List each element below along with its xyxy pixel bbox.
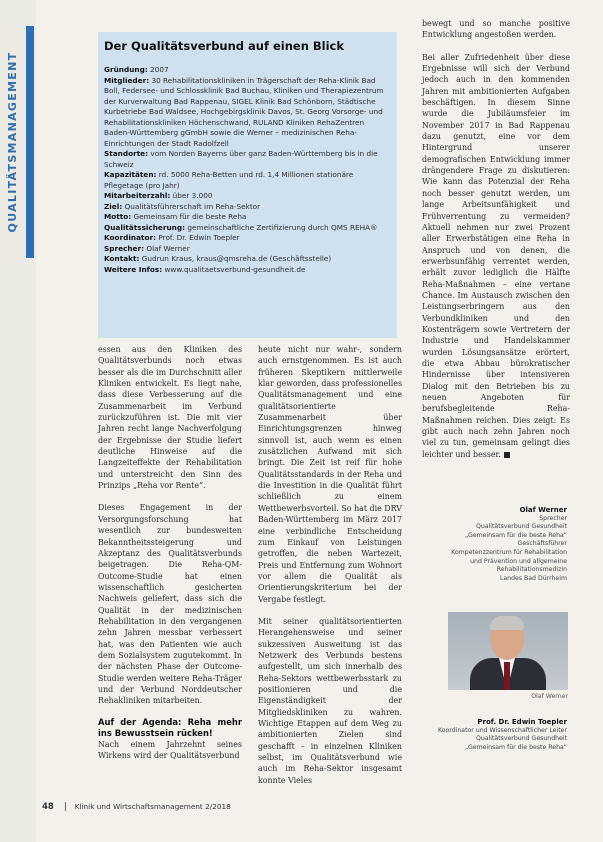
publication-title: Klinik und Wirtschaftsmanagement 2/2018	[74, 802, 231, 811]
info-box-label: Mitglieder:	[104, 75, 150, 85]
author-role: „Gemeinsam für die beste Reha“	[464, 531, 567, 539]
info-box-value: Gemeinsam für die beste Reha	[131, 212, 247, 221]
author-role: Landes Bad Dürrheim	[499, 574, 567, 582]
info-box-item	[104, 76, 392, 150]
info-box-label: Ziel:	[104, 201, 123, 211]
author-role: und Prävention und allgemeine	[470, 557, 567, 565]
info-box-value: Qualitätsführerschaft im Reha-Sektor	[122, 201, 261, 211]
author-box-werner	[417, 506, 567, 583]
info-box-value: 2007	[147, 65, 169, 74]
photo-hair	[490, 616, 524, 630]
paragraph-text: Bei aller Zufriedenheit über diese Ergebnisse will sich der Verbund jedoch auch in den kommenden Jahren mit ambitionierten Aufgaben beschäftigen. In diesem Sinne wurde die Jubiläumsfeier im November 2017 in Bad Rappenau dazu genutzt, eine vor dem Hintergrund unserer demografischen Entwicklung immer drängendere Frage zu diskutieren: Wie kann das Potenzial der Reha noch besser genutzt werden, um lange Arbeitsunfähigkeit und Frühverrentung zu vermeiden? Aktuell nehmen nur zwei Prozent aller Erwerbstätigen eine Reha in Anspruch und von denen, die erwerbsunfähig verrentet werden, erhält zuvor lediglich die Hälfte Reha-Maßnahmen – eine vertane Chance. Im Austausch zwischen den Leistungserbringern aus den Verbundkliniken und den Kostenträgern sowie Vertretern der Industrie und Handelskammer wurden Lösungsansätze erörtert, die etwa Abbau bürokratischer Hindernisse über intensiveren Dialog mit den Betrieben bis zu neuen Angeboten für berufsbegleitende Reha-Maßnahmen reichen. Dies zeigt: Es gibt auch nach zehn Jahren noch viel zu tun, gemeinsam gelingt dies leichter und besser.	[422, 52, 570, 459]
info-box-title: Der Qualitätsverbund auf einen Blick	[104, 39, 345, 53]
subheading: Auf der Agenda: Reha mehr ins Bewusstsein rücken!	[98, 716, 242, 738]
author-role: Geschäftsführer	[517, 540, 567, 548]
section-color-band	[26, 26, 34, 258]
column-middle	[258, 344, 402, 786]
info-box-value: gemeinschaftliche Zertifizierung durch QMS REHA®	[185, 222, 378, 232]
info-box-item	[104, 65, 392, 76]
info-box-label: Koordinator:	[104, 233, 157, 242]
author-role: Sprecher	[539, 514, 567, 522]
info-box-value: rd. 5000 Reha-Betten und rd. 1,4 Millionen stationäre Pflegetage (pro Jahr)	[104, 170, 354, 190]
info-box-label: Weitere Infos:	[104, 264, 163, 274]
paragraph: essen aus den Kliniken des Qualitätsverbunds noch etwas besser als die im Durchschnitt aller Kliniken entwickelt. Es liegt nahe, dass diese Verbesserung auf die Zusammenarbeit im Verbund zurückzuführen ist. Die mit vier Jahren recht lange Nachverfolgung der Ergebnisse der Studie liefert deutliche Hinweise auf die Langzeiteffekte der Rehabilitation und unterstreicht den Sinn des Prinzips „Reha vor Rente“.	[98, 345, 242, 491]
paragraph: Nach einem Jahrzehnt seines Wirkens wird der Qualitätsverbund	[98, 739, 242, 760]
section-label: QUALITÄTSMANAGEMENT	[6, 51, 19, 233]
footer-separator: |	[63, 802, 67, 812]
info-box-value: Gudrun Kraus, kraus@qmsreha.de (Geschäftsstelle)	[139, 254, 332, 263]
info-box-label: Motto:	[104, 212, 132, 221]
info-box-value: 30 Rehabilitationskliniken in Trägerschaft der Reha-Klinik Bad Boll, Federsee- und Schlossklinik Bad Buchau, Kliniken und Therapiezentrum der Kurverwaltung Bad Rappenau, SIGEL Klinik Bad Schönborn, Städtische Kurbetriebe Bad Waldsee, Hochgebirgsklinik Davos, St. Georg Vorsorge- und Rehabilitationskliniken Höchenschwand, RULAND Kliniken RehaZentren Baden-Württemberg gGmbH sowie die Werner – medizinischen Reha-Einrichtungen der Stadt Radolfzell	[104, 75, 384, 148]
info-box-value: vom Norden Bayerns über ganz Baden-Württemberg bis in die Schweiz	[104, 149, 378, 169]
column-left	[98, 344, 242, 761]
info-box-label: Standorte:	[104, 149, 149, 158]
info-box-label: Gründung:	[104, 65, 148, 74]
info-box-label: Kontakt:	[104, 254, 140, 263]
info-box-item	[104, 191, 392, 202]
author-role: Qualitätsverbund Gesundheit	[475, 523, 567, 531]
info-box-item	[104, 149, 392, 170]
column-right	[422, 18, 570, 460]
paragraph: heute nicht nur wahr-, sondern auch ernstgenommen. Es ist auch früheren Skeptikern mittlerweile klar geworden, dass professionelles Qualitätsmanagement und eine qualitätsorientierte Zusammenarbeit über Einrichtungsgrenzen hinweg sinnvoll ist, auch wenn es einen zusätzlichen Aufwand mit sich bringt. Die Zeit ist reif für hohe Qualitätsstandards in der Reha und die Investition in die Qualität führt schließlich zu einem Wettbewerbsvorteil. So hat die DRV Baden-Württemberg im März 2017 eine verbindliche Entscheidung zum Einkauf von Leistungen getroffen, die neben Wartezeit, Preis und Entfernung zum Wohnort vor allem die Qualität als Orientierungskriterium bei der Vergabe festlegt.	[258, 345, 402, 604]
paragraph	[422, 52, 570, 460]
author-box-toepler	[417, 718, 567, 752]
info-box-item	[104, 254, 392, 265]
info-box-label: Qualitätssicherung:	[104, 222, 186, 232]
info-box-item	[104, 233, 392, 244]
author-role: Qualitätsverbund Gesundheit	[475, 735, 567, 743]
info-box-label: Mitarbeiterzahl:	[104, 191, 171, 200]
info-box-item	[104, 223, 392, 234]
info-box-value: www.qualitaetsverbund-gesundheit.de	[162, 264, 306, 274]
page-footer	[42, 802, 231, 812]
end-mark-icon	[504, 452, 510, 458]
info-box-item	[104, 212, 392, 223]
info-box-value: Prof. Dr. Edwin Toepler	[156, 233, 240, 242]
info-box-label: Kapazitäten:	[104, 170, 157, 179]
paragraph: Mit seiner qualitätsorientierten Herangehensweise und seiner sukzessiven Ausweitung ist das Netzwerk des Verbunds bestens aufgestellt, um sich innerhalb des Reha-Sektors wettbewerbsstark zu positionieren und die Eigenständigkeit der Mitgliedskliniken zu wahren. Wichtige Etappen auf dem Weg zu ambitionierten Zielen sind geschafft – in einzelnen Kliniken selbst, im Qualitätsverbund wie auch im Reha-Sektor insgesamt konnte Vieles	[258, 616, 402, 785]
author-name: Olaf Werner	[519, 506, 567, 514]
info-box	[98, 32, 397, 338]
photo-tie	[504, 662, 510, 690]
page-number: 48	[42, 802, 54, 812]
author-role: Koordinator und Wissenschaftlicher Leiter	[437, 726, 567, 734]
info-box-item	[104, 170, 392, 191]
author-role: Rehabilitationsmedizin	[496, 566, 567, 574]
info-box-label: Sprecher:	[104, 243, 145, 253]
paragraph: Dieses Engagement in der Versorgungsforschung hat wesentlich zur bundesweiten Bekanntheitssteigerung und Akzeptanz des Qualitätsverbunds beigetragen. Die Reha-QM-Outcome-Studie hat einen wissenschaftlich gesicherten Nachweis geliefert, dass sich die Qualität in der medizinischen Rehabilitation in den vergangenen zehn Jahren messbar verbessert hat, was den Patienten wie auch dem Sozialsystem zugutekommt. In der nächsten Phase der Outcome-Studie werden weitere Reha-Träger und der Verbund Norddeutscher Rehakliniken mitarbeiten.	[98, 503, 242, 706]
info-box-item	[104, 265, 392, 276]
author-role: „Gemeinsam für die beste Reha“	[464, 743, 567, 751]
photo-caption: Olaf Werner	[531, 693, 568, 700]
sidebar	[0, 0, 36, 842]
paragraph: bewegt und so manche positive Entwicklung angestoßen werden.	[422, 19, 570, 40]
info-box-value: über 3.000	[170, 191, 213, 200]
author-name: Prof. Dr. Edwin Toepler	[477, 718, 567, 726]
info-box-item	[104, 244, 392, 255]
portrait-photo	[448, 612, 568, 690]
info-box-value: Olaf Werner	[144, 243, 190, 253]
info-box-body	[104, 65, 392, 275]
info-box-item	[104, 202, 392, 213]
author-role: Kompetenzzentrum für Rehabilitation	[451, 548, 567, 556]
